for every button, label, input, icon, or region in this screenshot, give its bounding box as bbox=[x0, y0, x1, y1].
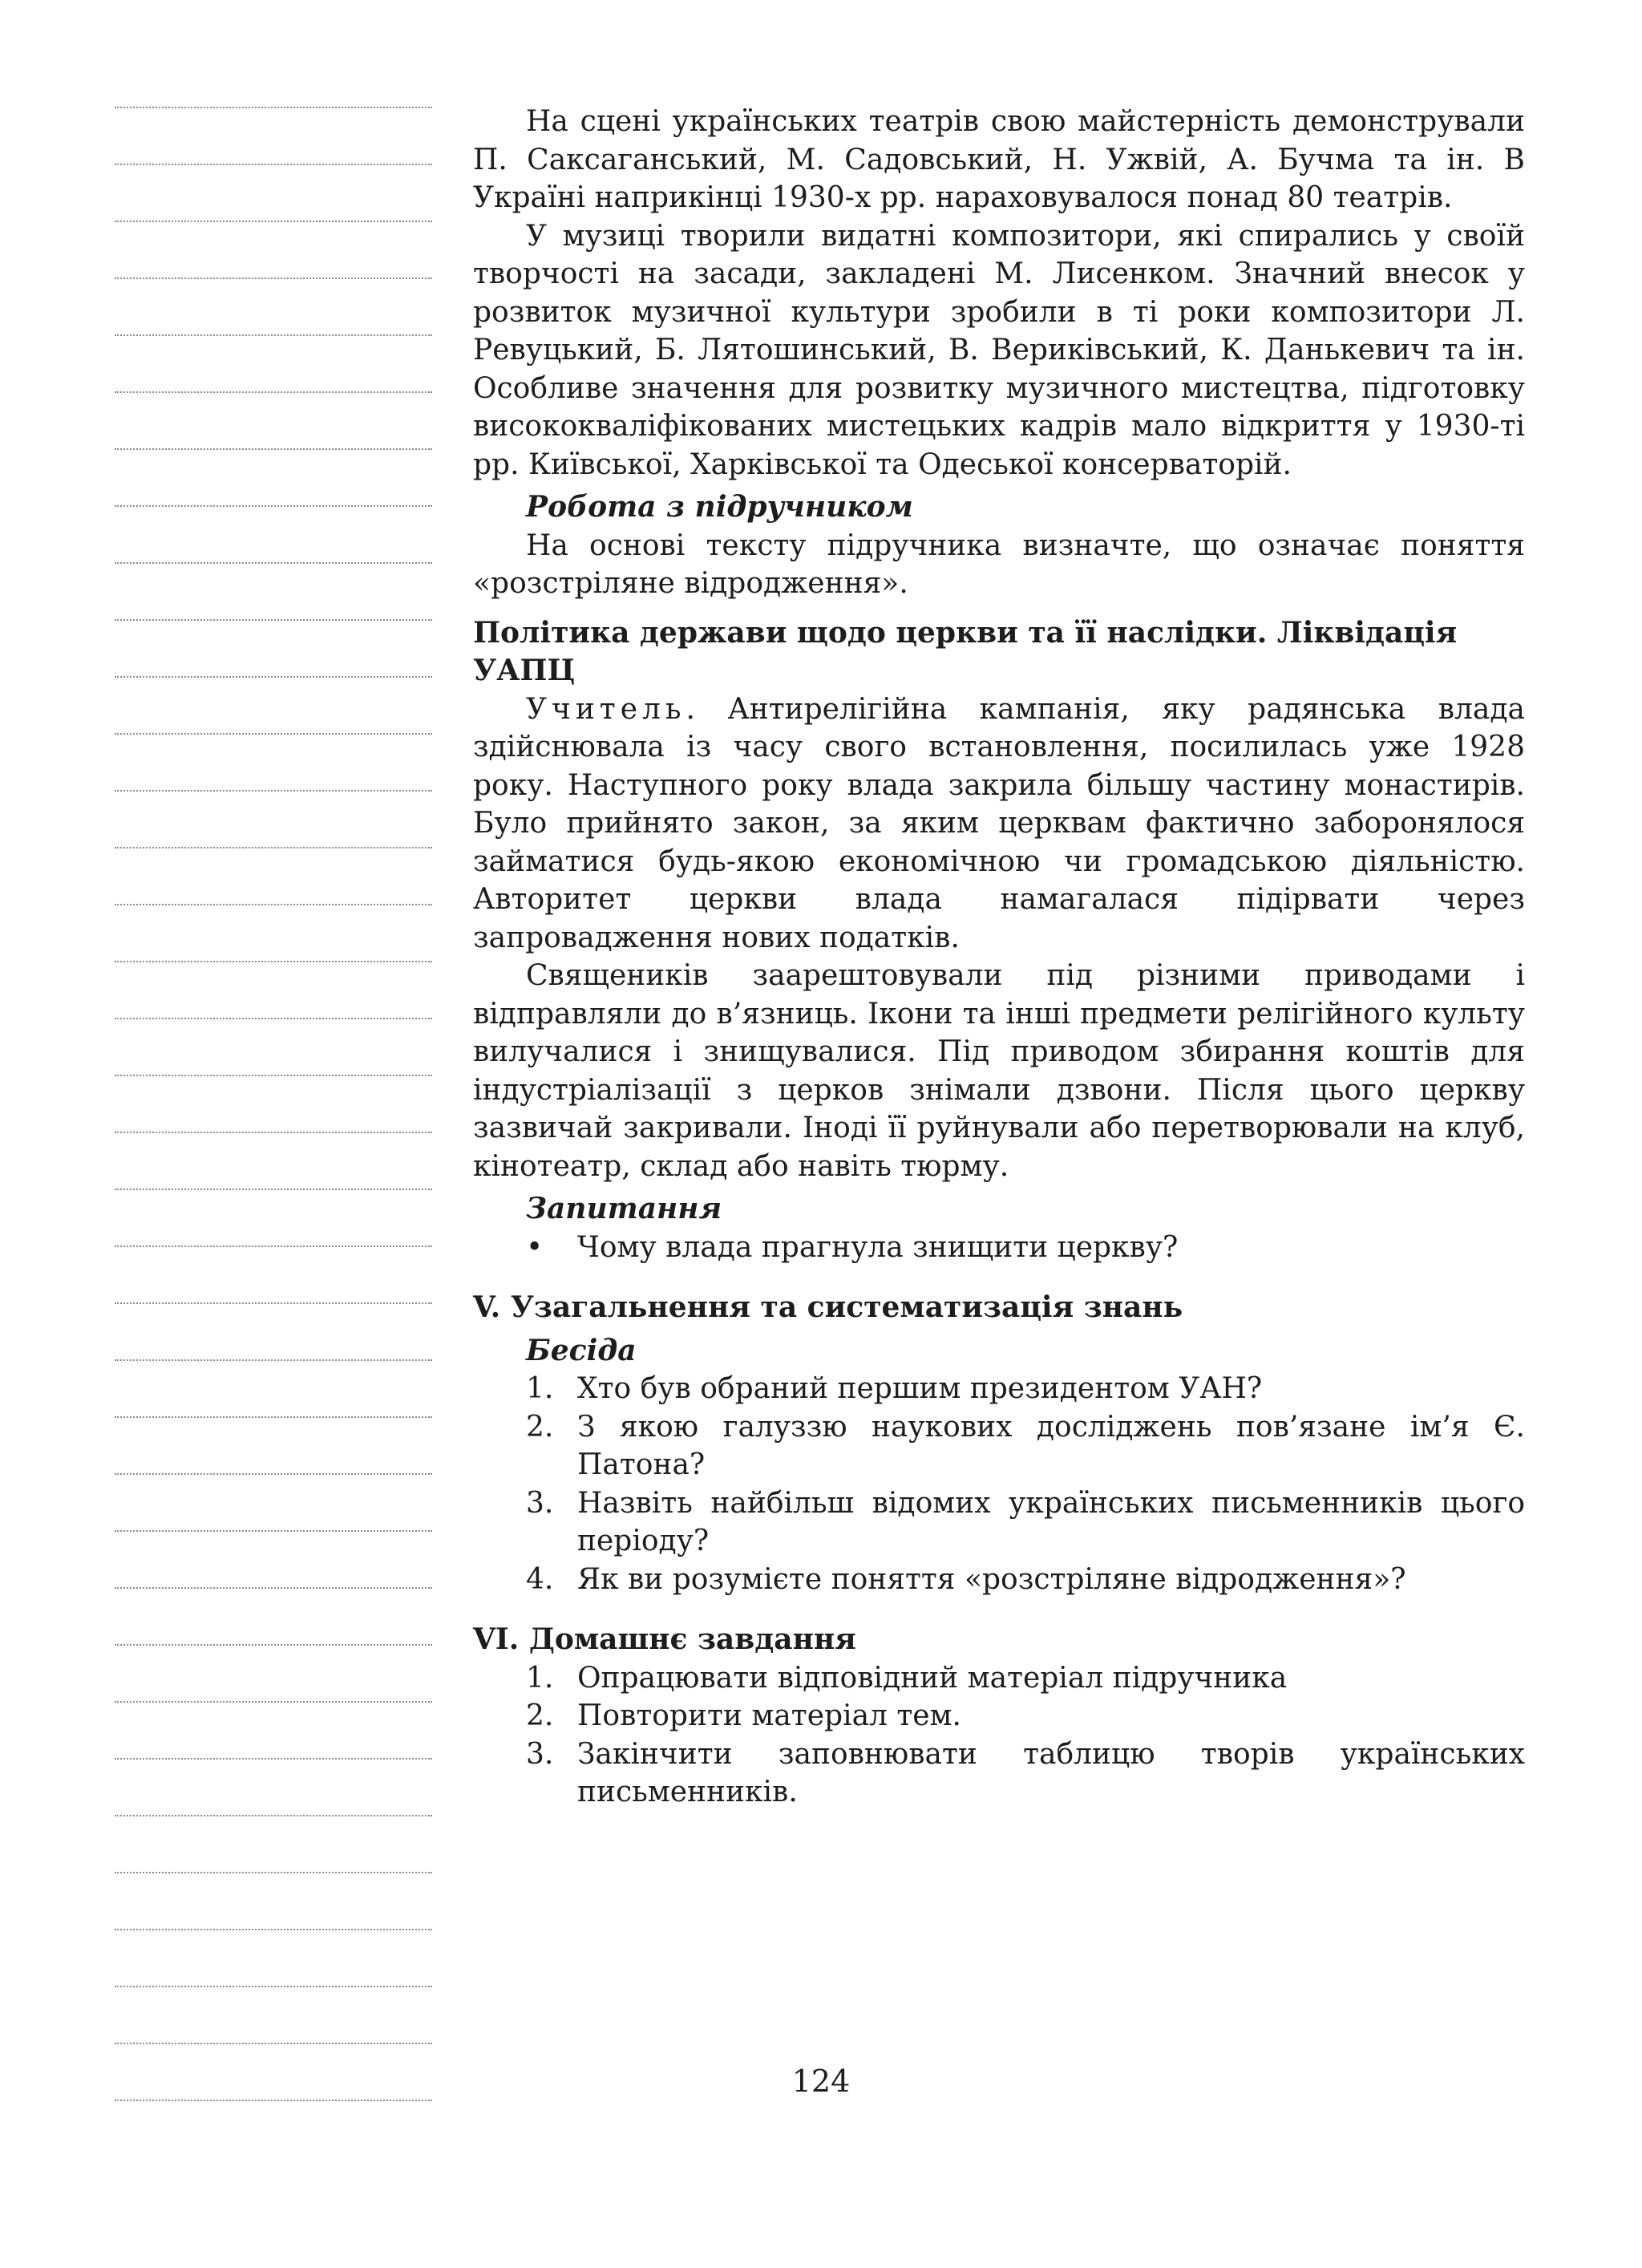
list-number: 2. bbox=[526, 1410, 554, 1444]
list-item bbox=[473, 1735, 1525, 1812]
paragraph-textbook-task: На основі тексту підручника визначте, що означає поняття «розстріляне відродження». bbox=[473, 529, 1525, 600]
note-line bbox=[115, 790, 432, 792]
note-line bbox=[115, 1758, 432, 1760]
note-line bbox=[115, 1530, 432, 1532]
note-line bbox=[115, 1416, 432, 1418]
notes-margin bbox=[115, 0, 432, 2268]
heading-textbook-work: Робота з підручником bbox=[526, 490, 913, 524]
list-number: 3. bbox=[526, 1737, 554, 1771]
heading-conversation: Бесіда bbox=[526, 1333, 637, 1367]
note-line bbox=[115, 164, 432, 165]
note-line bbox=[115, 334, 432, 336]
note-line bbox=[115, 847, 432, 848]
bullet-mark: • bbox=[526, 1230, 544, 1264]
note-line bbox=[115, 1701, 432, 1703]
question-text: Чому влада прагнула знищити церкву? bbox=[577, 1230, 1179, 1264]
note-line bbox=[115, 1189, 432, 1190]
list-item bbox=[473, 1370, 1525, 1408]
note-line bbox=[115, 2043, 432, 2044]
list-number: 2. bbox=[526, 1699, 554, 1732]
list-text: Як ви розумієте поняття «розстріляне відродження»? bbox=[577, 1562, 1406, 1596]
list-text: Закінчити заповнювати таблицю творів українських письменників. bbox=[577, 1737, 1525, 1808]
note-line bbox=[115, 1075, 432, 1076]
list-text: З якою галуззю наукових досліджень пов’язане ім’я Є. Патона? bbox=[577, 1410, 1525, 1481]
note-line bbox=[115, 1245, 432, 1247]
paragraph-theatres: На сцені українських театрів свою майстерність демонстрували П. Саксаганський, М. Садовський, Н. Ужвій, А. Бучма та ін. В Україні наприкінці 1930-х рр. нараховувалося понад 80 театрів. bbox=[473, 105, 1525, 214]
paragraph-church-2: Священиків заарештовували під різними приводами і відправляли до в’язниць. Ікони та інші предмети релігійного культу вилучалися і знищувалися. Під приводом збирання коштів для індустріалізації з церков знімали дзвони. Після цього церкву зазвичай закривали. Іноді її руйнували або перетворювали на клуб, кінотеатр, склад або навіть тюрму. bbox=[473, 959, 1525, 1183]
note-line bbox=[115, 2100, 432, 2101]
page-number: 124 bbox=[791, 2063, 851, 2099]
note-line bbox=[115, 1587, 432, 1589]
note-line bbox=[115, 391, 432, 393]
list-number: 3. bbox=[526, 1486, 554, 1520]
list-item bbox=[473, 1697, 1525, 1735]
note-line bbox=[115, 904, 432, 905]
note-line bbox=[115, 1132, 432, 1133]
list-number: 4. bbox=[526, 1562, 554, 1596]
note-line bbox=[115, 1018, 432, 1019]
heading-church-policy: Політика держави щодо церкви та її наслідки. Ліквідація УАПЦ bbox=[473, 615, 1458, 687]
paragraph-church-1 bbox=[473, 691, 1525, 958]
note-line bbox=[115, 1815, 432, 1816]
note-line bbox=[115, 1473, 432, 1475]
note-line bbox=[115, 733, 432, 735]
paragraph-music: У музиці творили видатні композитори, які спирались у своїй творчості на засади, закладені М. Лисенком. Значний внесок у розвиток музичної культури зробили в ті роки композитори Л. Ревуцький, Б. Лятошинський, В. Вериківський, К. Данькевич та ін. Особливе значення для розвитку музичного мистецтва, підготовку висококваліфікованих мистецьких кадрів мало відкриття у 1930-ті рр. Київської, Харківської та Одеської консерваторій. bbox=[473, 219, 1525, 481]
note-line bbox=[115, 221, 432, 222]
note-line bbox=[115, 619, 432, 621]
note-line bbox=[115, 107, 432, 108]
note-line bbox=[115, 1644, 432, 1646]
list-item bbox=[473, 1408, 1525, 1484]
list-number: 1. bbox=[526, 1372, 554, 1405]
note-line bbox=[115, 676, 432, 678]
heading-section-6: VI. Домашнє завдання bbox=[473, 1622, 856, 1656]
note-line bbox=[115, 1302, 432, 1304]
list-item bbox=[473, 1484, 1525, 1561]
note-line bbox=[115, 961, 432, 962]
list-text: Хто був обраний першим президентом УАН? bbox=[577, 1372, 1263, 1405]
heading-section-5: V. Узагальнення та систематизація знань bbox=[473, 1290, 1183, 1324]
list-number: 1. bbox=[526, 1661, 554, 1695]
question-item bbox=[473, 1229, 1525, 1267]
list-text: Назвіть найбільш відомих українських письменників цього періоду? bbox=[577, 1486, 1525, 1557]
heading-questions: Запитання bbox=[526, 1192, 722, 1225]
speaker-label: Учитель bbox=[526, 692, 686, 726]
list-item bbox=[473, 1659, 1525, 1698]
paragraph-church-1-text: . Антирелігійна кампанія, яку радянська влада здійснювала із часу свого встановлення, посилилась уже 1928 року. Наступного року влада закрила більшу частину монастирів. Було прийнято закон, за яким церквам фактично заборонялося займатися будь-якою економічною чи громадською діяльністю. Авторитет церкви влада намагалася підірвати через запровадження нових податків. bbox=[473, 692, 1525, 954]
note-line bbox=[115, 277, 432, 279]
note-line bbox=[115, 1872, 432, 1873]
note-line bbox=[115, 448, 432, 450]
note-line bbox=[115, 1929, 432, 1930]
note-line bbox=[115, 562, 432, 564]
note-line bbox=[115, 505, 432, 507]
note-line bbox=[115, 1986, 432, 1987]
note-line bbox=[115, 1359, 432, 1361]
list-text: Опрацювати відповідний матеріал підручника bbox=[577, 1661, 1288, 1695]
main-text-column bbox=[473, 103, 1525, 1812]
list-text: Повторити матеріал тем. bbox=[577, 1699, 962, 1732]
list-item bbox=[473, 1561, 1525, 1599]
